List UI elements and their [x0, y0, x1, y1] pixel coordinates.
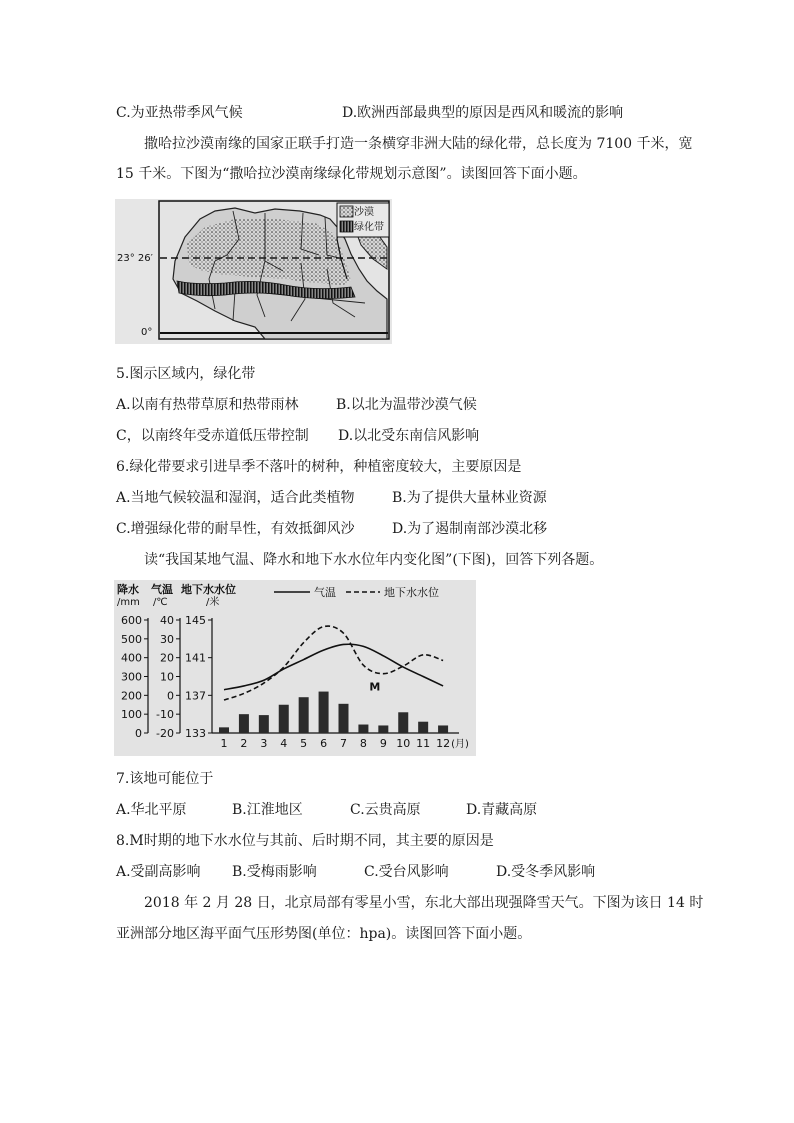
water-axis-unit: /米 — [206, 597, 220, 608]
intro-1-line-2: 15 千米。下图为“撒哈拉沙漠南缘绿化带规划示意图”。读图回答下面小题。 — [116, 166, 587, 182]
temp-tick-label: 10 — [160, 670, 174, 684]
precip-bar — [438, 725, 448, 733]
precip-axis-title: 降水 — [117, 583, 139, 596]
water-tick-label: 145 — [185, 614, 206, 627]
precip-bar — [418, 722, 428, 733]
sahara-green-belt-map — [115, 199, 392, 344]
q8-option-d: D.受冬季风影响 — [496, 864, 596, 880]
temp-tick-label: -20 — [156, 727, 174, 740]
q6-option-d: D.为了遏制南部沙漠北移 — [392, 521, 548, 537]
precip-bar — [339, 704, 349, 733]
x-tick-label: 4 — [280, 737, 288, 750]
m-annotation: M — [369, 680, 381, 694]
q8-option-c: C.受台风影响 — [364, 864, 449, 880]
x-tick-label: 6 — [320, 737, 328, 750]
q6-option-c: C.增强绿化带的耐旱性，有效抵御风沙 — [116, 521, 355, 537]
precip-tick-label: 0 — [135, 727, 142, 740]
q8-stem: 8.M时期的地下水水位与其前、后时期不同，其主要的原因是 — [116, 833, 494, 849]
precip-tick-label: 600 — [121, 614, 142, 627]
precip-tick-label: 300 — [121, 670, 142, 684]
legend-green-label: 绿化带 — [354, 222, 384, 233]
x-tick-label: 11 — [416, 737, 431, 750]
precip-bar — [279, 705, 289, 733]
precip-bar — [259, 715, 269, 733]
precip-axis-unit: /mm — [117, 597, 140, 608]
precip-bar — [239, 714, 249, 733]
map-svg — [115, 199, 392, 344]
legend-desert-label: 沙漠 — [354, 207, 374, 218]
precip-bar — [378, 725, 388, 733]
q7-option-c: C.云贵高原 — [350, 802, 421, 818]
precip-tick-label: 200 — [121, 689, 142, 703]
precip-bar — [398, 712, 408, 733]
x-tick-label: 12 — [436, 737, 451, 750]
precip-bar — [319, 692, 329, 733]
x-tick-label: 5 — [300, 737, 308, 750]
option-c-previous: C.为亚热带季风气候 — [116, 105, 243, 121]
temp-tick-label: 40 — [160, 614, 174, 627]
water-tick-label: 133 — [185, 727, 206, 740]
water-axis-title: 地下水水位 — [181, 583, 236, 596]
intro-1-line-1: 撒哈拉沙漠南缘的国家正联手打造一条横穿非洲大陆的绿化带，总长度为 7100 千米，宽 — [144, 136, 693, 152]
temperature-line — [224, 644, 443, 689]
q5-option-c: C，以南终年受赤道低压带控制 — [116, 428, 309, 444]
x-tick-label: 10 — [396, 737, 411, 750]
legend-temp-label: 气温 — [314, 586, 336, 599]
q7-option-b: B.江淮地区 — [232, 802, 303, 818]
q6-option-b: B.为了提供大量林业资源 — [392, 490, 547, 506]
q7-option-a: A.华北平原 — [116, 802, 187, 818]
x-tick-label: 1 — [220, 737, 228, 750]
q6-option-a: A.当地气候较温和湿润，适合此类植物 — [116, 490, 355, 506]
q5-stem: 5.图示区域内，绿化带 — [116, 366, 256, 382]
tropic-label: 23° 26′ — [117, 253, 153, 264]
legend-green-swatch — [340, 221, 353, 232]
q7-stem: 7.该地可能位于 — [116, 771, 214, 787]
legend-water-label: 地下水水位 — [384, 586, 439, 599]
temp-tick-label: 20 — [160, 651, 174, 665]
precip-bar — [299, 697, 309, 733]
x-tick-label: 3 — [260, 737, 268, 750]
legend-desert-swatch — [340, 206, 353, 217]
precip-tick-label: 100 — [121, 708, 142, 722]
x-axis-unit: (月) — [451, 739, 469, 750]
x-tick-label: 2 — [240, 737, 248, 750]
intro-2: 读“我国某地气温、降水和地下水水位年内变化图”(下图)，回答下列各题。 — [144, 552, 604, 568]
climate-chart — [114, 580, 476, 756]
temp-axis-unit: /℃ — [153, 597, 168, 608]
chart-svg — [114, 580, 476, 756]
option-d-previous: D.欧洲西部最典型的原因是西风和暖流的影响 — [342, 105, 624, 121]
temp-axis-title: 气温 — [151, 583, 173, 596]
x-tick-label: 9 — [379, 737, 387, 750]
intro-3-line-2: 亚洲部分地区海平面气压形势图(单位：hpa)。读图回答下面小题。 — [116, 926, 532, 942]
temp-tick-label: 30 — [160, 632, 174, 646]
temp-tick-label: -10 — [156, 708, 174, 722]
x-tick-label: 8 — [359, 737, 367, 750]
water-tick-label: 137 — [185, 689, 206, 703]
q7-option-d: D.青藏高原 — [466, 802, 538, 818]
water-tick-label: 141 — [185, 651, 206, 665]
q6-stem: 6.绿化带要求引进旱季不落叶的树种，种植密度较大，主要原因是 — [116, 459, 522, 475]
precip-bar — [358, 725, 368, 733]
precip-bar — [219, 727, 229, 733]
x-tick-label: 7 — [340, 737, 347, 750]
q8-option-a: A.受副高影响 — [116, 864, 201, 880]
q5-option-a: A.以南有热带草原和热带雨林 — [116, 397, 299, 413]
q5-option-d: D.以北受东南信风影响 — [338, 428, 480, 444]
temp-tick-label: 0 — [167, 689, 174, 703]
intro-3-line-1: 2018 年 2 月 28 日，北京局部有零星小雪，东北大部出现强降雪天气。下图为该日 14 时 — [144, 895, 704, 911]
precip-tick-label: 500 — [121, 632, 142, 646]
q5-option-b: B.以北为温带沙漠气候 — [336, 397, 477, 413]
equator-label: 0° — [141, 327, 153, 338]
q8-option-b: B.受梅雨影响 — [232, 864, 317, 880]
precip-tick-label: 400 — [121, 651, 142, 665]
groundwater-line — [224, 626, 443, 700]
